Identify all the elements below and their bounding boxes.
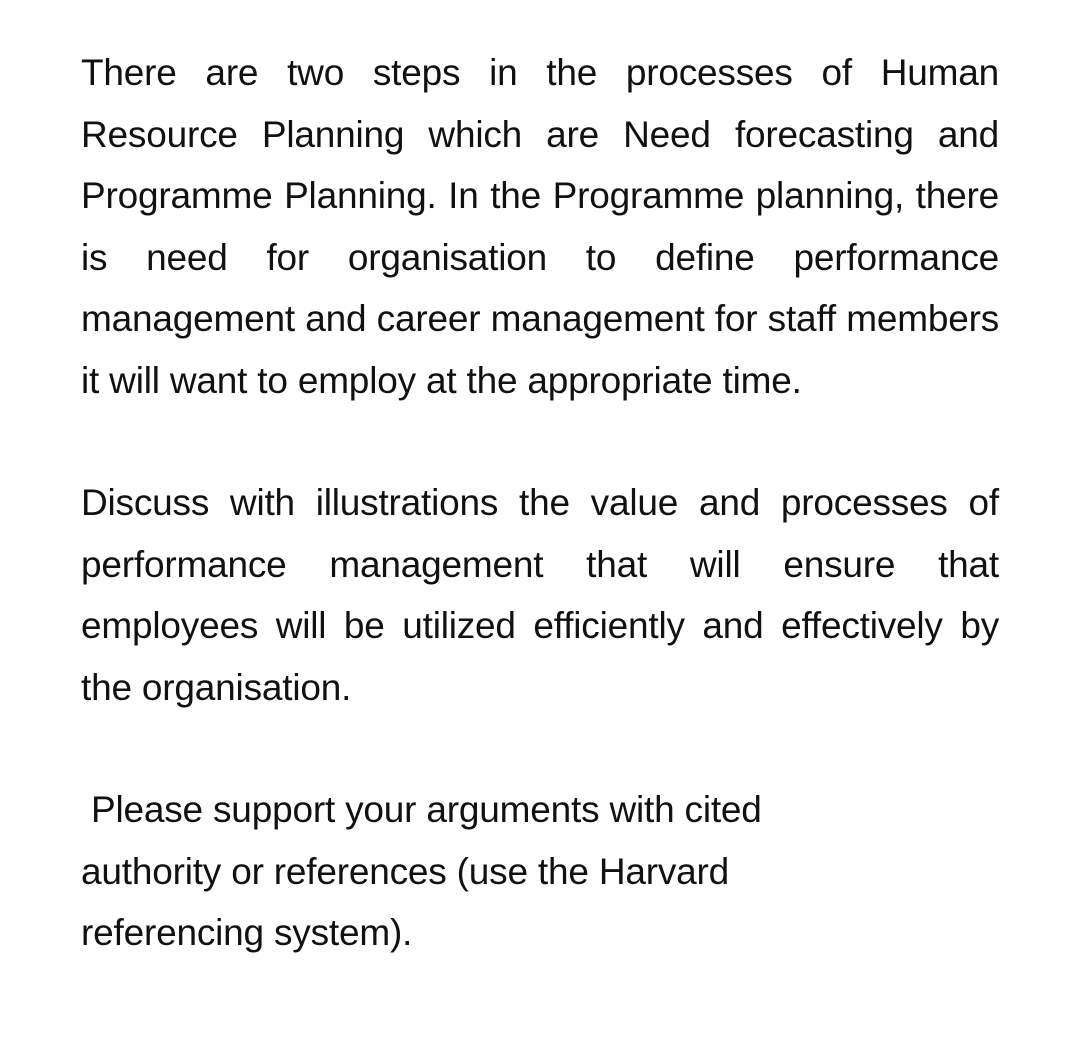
question-paragraph: Discuss with illustrations the value and processes of performance management that will ensure that employees will be utilized efficiently and effectively by the organisation. (81, 482, 999, 708)
instruction-line-2: authority or references (use the Harvard (81, 850, 730, 892)
referencing-instruction (81, 779, 999, 964)
document-body (81, 42, 999, 964)
instruction-line-3: referencing system). (81, 912, 413, 953)
context-paragraph: There are two steps in the processes of Human Resource Planning which are Need forecasting and Programme Planning. In the Programme planning, there is need for organisation to define performance management and career management for staff members it will want to employ at the appropriate time. (81, 52, 999, 401)
instruction-line-1: Please support your arguments with cited (91, 789, 762, 830)
